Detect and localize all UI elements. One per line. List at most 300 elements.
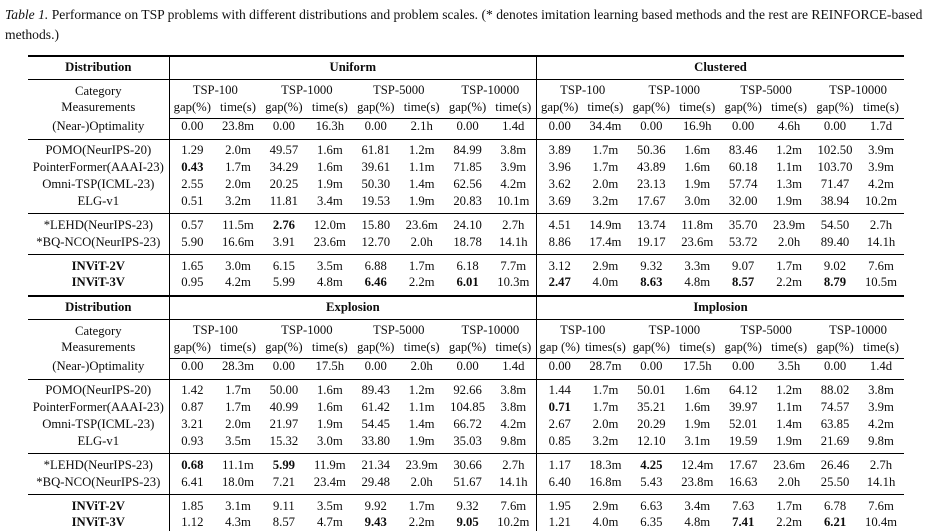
time-header: time(s): [307, 99, 353, 118]
gap-value: 21.34: [353, 454, 399, 474]
time-value: 4.3m: [225, 515, 251, 530]
distribution-label: Distribution: [28, 56, 169, 80]
time-value: 10.5m: [864, 275, 898, 290]
time-value: 1.7m: [399, 255, 445, 275]
gap-value: 54.45: [361, 417, 391, 432]
time-value: 2.0h: [410, 234, 433, 249]
gap-value: 50.00: [261, 379, 307, 399]
time-value: 1.6m: [316, 160, 343, 175]
time-value: 1.1m: [776, 160, 802, 175]
gap-value: 2.55: [169, 177, 215, 194]
gap-value: 39.61: [361, 160, 391, 175]
time-value: 11.9m: [307, 454, 353, 474]
time-value: 16.6m: [221, 234, 255, 249]
gap-value: 1.65: [169, 255, 215, 275]
distribution-label: Distribution: [28, 297, 169, 320]
time-value: 1.6m: [316, 400, 343, 415]
time-value: 1.7m: [215, 379, 261, 399]
gap-value: 1.12: [169, 515, 215, 531]
gap-value: 9.92: [353, 495, 399, 515]
category-measurements-line: Measurements: [61, 340, 136, 355]
table-row: [28, 515, 904, 531]
gap-value: 50.36: [628, 139, 674, 159]
time-value: 1.9m: [684, 177, 711, 192]
gap-value: 12.10: [637, 433, 666, 448]
gap-value: 6.78: [812, 495, 858, 515]
gap-value: 20.83: [453, 193, 482, 208]
time-value: 1.3m: [776, 177, 802, 192]
gap-value: 89.43: [353, 379, 399, 399]
gap-value: 0.00: [364, 359, 387, 374]
gap-value: 21.69: [820, 433, 850, 448]
gap-value: 20.29: [637, 417, 666, 432]
time-value: 3.4m: [674, 495, 720, 515]
time-value: 34.4m: [589, 119, 622, 134]
gap-value: 102.50: [812, 139, 858, 159]
row-label: POMO(NeurIPS-20): [28, 379, 169, 399]
gap-value: 39.97: [728, 400, 758, 415]
gap-value: 3.91: [272, 234, 296, 249]
time-value: 23.8m: [221, 119, 255, 134]
time-value: 12.0m: [307, 214, 353, 234]
gap-value: 0.93: [169, 433, 215, 453]
gap-value: 0.00: [456, 119, 479, 134]
gap-value: 4.25: [628, 454, 674, 474]
time-value: 2.7h: [858, 214, 904, 234]
table-row: [28, 495, 904, 515]
time-value: 1.7m: [399, 495, 445, 515]
time-value: 14.1h: [866, 234, 896, 249]
time-value: 3.0m: [316, 433, 343, 448]
gap-header: gap(%): [353, 99, 399, 118]
row-label: (Near-)Optimality: [52, 359, 145, 374]
time-value: 1.7m: [225, 400, 251, 415]
time-value: 2.0m: [592, 177, 619, 192]
time-value: 2.7h: [491, 454, 537, 474]
gap-value: 0.00: [732, 359, 755, 374]
row-label: ELG-v1: [77, 193, 120, 208]
time-value: 3.3m: [674, 255, 720, 275]
time-value: 1.1m: [776, 400, 802, 415]
row-label: INViT-3V: [71, 275, 125, 290]
gap-value: 63.85: [820, 417, 850, 432]
gap-value: 54.50: [812, 214, 858, 234]
row-label: *BQ-NCO(NeurIPS-23): [36, 234, 161, 249]
gap-header: gap(%): [537, 99, 583, 118]
time-value: 4.7m: [316, 515, 343, 530]
table-row: [28, 454, 904, 474]
gap-value: 50.01: [628, 379, 674, 399]
time-value: 1.4m: [408, 417, 435, 432]
gap-value: 1.85: [169, 495, 215, 515]
gap-value: 11.81: [269, 193, 298, 208]
gap-value: 103.70: [817, 160, 853, 175]
scale-header: TSP-1000: [648, 322, 701, 337]
scale-header: TSP-5000: [372, 322, 425, 337]
caption-text: Performance on TSP problems with different distributions and problem scales. (* denotes imitation learning based methods and the rest are REINFORCE-based methods.): [5, 7, 923, 43]
gap-value: 84.99: [445, 139, 491, 159]
gap-header: gap(%): [445, 99, 491, 118]
time-value: 3.8m: [858, 379, 904, 399]
distribution-name: Uniform: [169, 56, 536, 80]
gap-value: 104.85: [450, 400, 486, 415]
time-value: 9.8m: [868, 433, 894, 448]
gap-value: 83.46: [720, 139, 766, 159]
gap-value: 0.00: [823, 359, 847, 374]
caption-label: Table 1.: [5, 7, 49, 22]
time-value: 2.0h: [777, 234, 801, 249]
time-value: 1.7d: [869, 119, 893, 134]
time-header: times(s): [582, 339, 628, 358]
gap-value: 8.57: [272, 515, 295, 530]
gap-value: 34.29: [269, 160, 299, 175]
row-label: Omni-TSP(ICML-23): [42, 417, 155, 432]
gap-value: 33.80: [361, 433, 391, 448]
gap-value: 25.50: [820, 474, 850, 489]
gap-header: gap(%): [720, 99, 766, 118]
time-value: 28.3m: [221, 359, 255, 374]
table-row: [28, 234, 904, 254]
gap-value: 0.00: [640, 359, 663, 374]
row-label: ELG-v1: [77, 433, 120, 448]
time-value: 1.7m: [592, 160, 619, 175]
row-label: POMO(NeurIPS-20): [28, 139, 169, 159]
table-row: [28, 118, 904, 139]
time-value: 23.9m: [399, 454, 445, 474]
time-header: time(s): [307, 339, 353, 358]
time-header: time(s): [858, 99, 904, 118]
time-value: 4.0m: [592, 275, 619, 290]
time-header: time(s): [582, 99, 628, 118]
gap-value: 5.99: [261, 454, 307, 474]
time-value: 3.5h: [778, 359, 801, 374]
scale-header: TSP-1000: [648, 82, 700, 97]
row-label: INViT-2V: [28, 495, 169, 515]
time-value: 17.4m: [589, 234, 622, 249]
time-value: 4.8m: [684, 515, 711, 530]
table-row: [28, 193, 904, 213]
scale-header: TSP-1000: [281, 82, 333, 97]
time-value: 10.2m: [497, 515, 530, 530]
gap-value: 16.63: [728, 474, 758, 489]
gap-value: 62.56: [453, 177, 482, 192]
gap-value: 6.35: [640, 515, 663, 530]
row-label: Omni-TSP(ICML-23): [42, 177, 155, 192]
gap-value: 7.21: [272, 474, 295, 489]
results-table-1: [28, 55, 904, 297]
gap-value: 15.32: [269, 433, 299, 448]
gap-value: 2.76: [261, 214, 307, 234]
gap-value: 8.86: [537, 234, 583, 254]
time-value: 2.0m: [592, 417, 619, 432]
distribution-name: Implosion: [537, 297, 904, 320]
time-value: 1.1m: [408, 400, 435, 415]
time-header: time(s): [766, 99, 812, 118]
time-header: time(s): [399, 339, 445, 358]
gap-value: 92.66: [445, 379, 491, 399]
time-value: 23.6m: [766, 454, 812, 474]
time-header: time(s): [215, 99, 261, 118]
scale-header: TSP-1000: [281, 322, 333, 337]
time-value: 2.7h: [858, 454, 904, 474]
time-value: 3.5m: [225, 433, 251, 448]
time-value: 2.7h: [491, 214, 537, 234]
gap-header: gap(%): [261, 339, 307, 358]
gap-value: 0.00: [169, 118, 215, 139]
gap-value: 6.40: [537, 474, 583, 494]
distribution-name: Clustered: [537, 56, 905, 80]
table-row: [28, 214, 904, 234]
gap-value: 3.21: [169, 417, 215, 434]
time-value: 7.6m: [491, 495, 537, 515]
time-value: 1.9m: [316, 417, 343, 432]
gap-value: 1.21: [537, 515, 583, 531]
time-value: 2.2m: [408, 275, 435, 290]
gap-value: 1.42: [169, 379, 215, 399]
time-header: time(s): [674, 339, 720, 358]
time-value: 7.6m: [858, 495, 904, 515]
time-value: 2.0m: [225, 177, 251, 192]
time-value: 10.2m: [864, 193, 898, 208]
time-value: 23.8m: [681, 474, 714, 489]
time-value: 3.8m: [500, 400, 527, 415]
gap-value: 49.57: [261, 139, 307, 159]
time-value: 4.8m: [684, 275, 711, 290]
time-value: 28.7m: [589, 359, 622, 374]
gap-value: 6.01: [456, 275, 479, 290]
gap-value: 5.99: [272, 275, 296, 290]
time-value: 1.9m: [684, 417, 711, 432]
results-table-2: [28, 297, 904, 531]
time-value: 3.9m: [858, 139, 904, 159]
gap-value: 6.21: [823, 515, 847, 530]
gap-value: 7.41: [732, 515, 755, 530]
time-value: 1.6m: [674, 139, 720, 159]
time-value: 17.5h: [315, 359, 345, 374]
time-header: time(s): [491, 339, 537, 358]
time-value: 3.0m: [684, 193, 711, 208]
time-value: 2.0h: [410, 359, 433, 374]
distribution-header-row: [28, 297, 904, 320]
time-value: 23.4m: [313, 474, 346, 489]
gap-value: 0.43: [169, 160, 215, 177]
time-value: 1.1m: [408, 160, 435, 175]
gap-value: 6.46: [364, 275, 387, 290]
gap-value: 64.12: [720, 379, 766, 399]
time-header: time(s): [858, 339, 904, 358]
row-label: PointerFormer(AAAI-23): [32, 400, 164, 415]
time-value: 1.7m: [582, 139, 628, 159]
gap-value: 23.13: [637, 177, 666, 192]
category-measurements-line: Category: [75, 324, 122, 339]
time-value: 23.9m: [766, 214, 812, 234]
gap-value: 19.59: [728, 433, 758, 448]
gap-value: 13.74: [628, 214, 674, 234]
gap-value: 0.00: [364, 119, 387, 134]
time-value: 12.4m: [674, 454, 720, 474]
time-value: 2.0m: [215, 139, 261, 159]
gap-value: 0.00: [272, 119, 296, 134]
gap-value: 0.00: [823, 119, 847, 134]
gap-value: 32.00: [728, 193, 758, 208]
gap-value: 50.30: [361, 177, 391, 192]
gap-value: 71.85: [453, 160, 482, 175]
gap-value: 6.41: [169, 474, 215, 494]
gap-value: 6.63: [628, 495, 674, 515]
row-label: INViT-2V: [28, 255, 169, 275]
time-value: 1.7m: [766, 495, 812, 515]
gap-value: 2.67: [537, 417, 583, 434]
gap-value: 8.63: [640, 275, 663, 290]
time-value: 4.2m: [500, 417, 527, 432]
gap-value: 53.72: [728, 234, 758, 249]
time-value: 2.2m: [408, 515, 435, 530]
category-measurements-line: Category: [75, 84, 122, 99]
time-value: 2.9m: [582, 255, 628, 275]
gap-value: 9.11: [261, 495, 307, 515]
time-value: 3.9m: [868, 400, 894, 415]
gap-value: 38.94: [820, 193, 850, 208]
time-value: 1.6m: [307, 139, 353, 159]
time-value: 2.0m: [225, 417, 251, 432]
gap-value: 12.70: [361, 234, 391, 249]
time-value: 1.4d: [502, 119, 525, 134]
time-value: 23.6m: [399, 214, 445, 234]
time-value: 18.0m: [221, 474, 255, 489]
time-value: 14.1h: [499, 234, 528, 249]
time-value: 3.9m: [868, 160, 894, 175]
distribution-header-row: [28, 56, 904, 80]
time-value: 2.0h: [410, 474, 433, 489]
gap-value: 0.00: [537, 358, 583, 379]
time-value: 1.4d: [869, 359, 893, 374]
time-value: 1.6m: [684, 400, 711, 415]
gap-value: 6.15: [261, 255, 307, 275]
time-value: 2.0h: [778, 474, 801, 489]
gap-value: 3.12: [537, 255, 583, 275]
gap-value: 17.67: [637, 193, 666, 208]
gap-value: 43.89: [637, 160, 666, 175]
gap-value: 61.42: [361, 400, 391, 415]
scale-header: TSP-100: [537, 80, 629, 99]
time-header: time(s): [491, 99, 537, 118]
gap-header: gap(%): [628, 339, 674, 358]
scale-header: TSP-5000: [372, 82, 425, 97]
scale-header-row: [28, 320, 904, 339]
time-value: 11.5m: [215, 214, 261, 234]
scale-header: TSP-100: [537, 320, 629, 339]
gap-value: 0.00: [640, 119, 663, 134]
time-value: 1.6m: [684, 160, 711, 175]
gap-value: 35.21: [637, 400, 666, 415]
table-row: [28, 358, 904, 379]
table-row: [28, 160, 904, 177]
table-row: [28, 433, 904, 453]
row-label: *LEHD(NeurIPS-23): [28, 454, 169, 474]
table-row: [28, 379, 904, 399]
time-value: 16.3h: [315, 119, 345, 134]
row-label: *BQ-NCO(NeurIPS-23): [36, 474, 161, 489]
time-value: 1.2m: [399, 379, 445, 399]
gap-value: 5.90: [169, 234, 215, 254]
gap-value: 35.03: [453, 433, 482, 448]
gap-value: 1.17: [537, 454, 583, 474]
time-value: 4.6h: [777, 119, 801, 134]
gap-value: 57.74: [728, 177, 758, 192]
table-row: [28, 400, 904, 417]
gap-value: 9.02: [812, 255, 858, 275]
time-value: 1.9m: [776, 193, 802, 208]
gap-value: 66.72: [453, 417, 482, 432]
gap-value: 24.10: [445, 214, 491, 234]
time-value: 9.8m: [500, 433, 527, 448]
gap-header: gap(%): [812, 339, 858, 358]
scale-header: TSP-5000: [740, 322, 792, 337]
scale-header: TSP-5000: [740, 82, 792, 97]
time-header: time(s): [674, 99, 720, 118]
time-value: 3.8m: [491, 139, 537, 159]
gap-value: 40.99: [269, 400, 299, 415]
gap-header: gap(%): [169, 99, 215, 118]
category-measurements-label: [28, 80, 169, 119]
time-value: 1.2m: [766, 379, 812, 399]
row-label: PointerFormer(AAAI-23): [32, 160, 164, 175]
gap-value: 0.00: [272, 359, 295, 374]
gap-value: 3.69: [537, 193, 583, 213]
gap-value: 61.81: [353, 139, 399, 159]
gap-value: 6.18: [445, 255, 491, 275]
gap-value: 1.95: [537, 495, 583, 515]
time-value: 14.9m: [582, 214, 628, 234]
time-value: 4.0m: [592, 515, 619, 530]
time-value: 7.7m: [491, 255, 537, 275]
row-label: (Near-)Optimality: [52, 119, 145, 134]
time-value: 1.6m: [307, 379, 353, 399]
time-value: 3.1m: [215, 495, 261, 515]
gap-value: 4.51: [537, 214, 583, 234]
gap-value: 0.57: [169, 214, 215, 234]
gap-value: 9.32: [628, 255, 674, 275]
gap-value: 30.66: [445, 454, 491, 474]
gap-value: 15.80: [353, 214, 399, 234]
row-label: INViT-3V: [71, 515, 125, 530]
gap-value: 0.85: [537, 433, 583, 453]
time-value: 18.3m: [582, 454, 628, 474]
gap-value: 71.47: [820, 177, 850, 192]
time-value: 1.9m: [776, 433, 802, 448]
time-value: 2.2m: [776, 275, 802, 290]
time-value: 1.2m: [766, 139, 812, 159]
distribution-name: Explosion: [169, 297, 536, 320]
gap-value: 89.40: [820, 234, 850, 249]
table-row: [28, 275, 904, 296]
time-value: 1.7m: [225, 160, 251, 175]
time-value: 1.9m: [408, 433, 435, 448]
gap-value: 18.78: [453, 234, 482, 249]
gap-value: 88.02: [812, 379, 858, 399]
gap-header: gap(%): [353, 339, 399, 358]
gap-value: 19.17: [637, 234, 666, 249]
gap-value: 52.01: [728, 417, 758, 432]
scale-header: TSP-10000: [461, 82, 520, 97]
table-row: [28, 139, 904, 159]
gap-value: 3.89: [537, 139, 583, 159]
gap-value: 8.79: [823, 275, 847, 290]
gap-value: 0.00: [537, 118, 583, 139]
time-value: 2.1h: [410, 119, 433, 134]
time-header: time(s): [399, 99, 445, 118]
time-header: time(s): [215, 339, 261, 358]
